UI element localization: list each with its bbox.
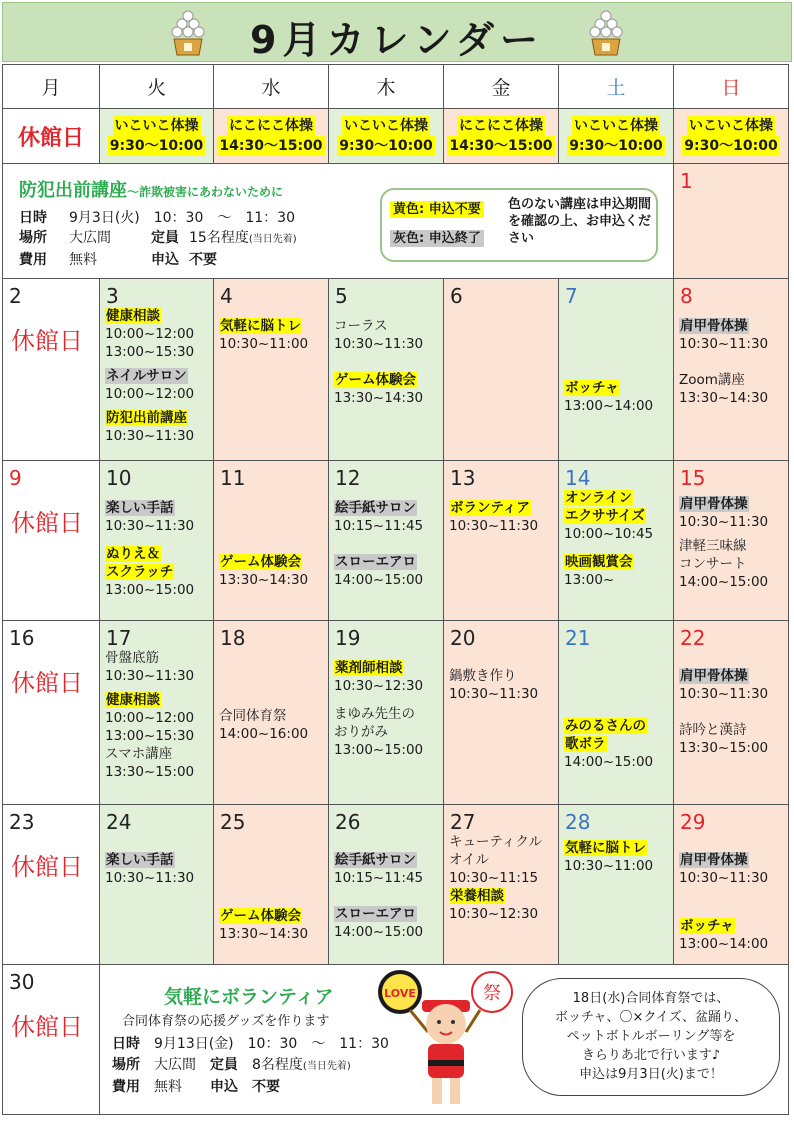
legend-note: 色のない講座は申込期間を確認の上、お申込ください [508,197,652,246]
day-cell-21: 21 みのるさんの 歌ボラ 14:00~15:00 [559,621,674,805]
week-row-2 [3,461,789,621]
day-cell-12: 12 絵手紙サロン 10:15~11:45 スローエアロ 14:00~15:00 [329,461,444,621]
page-title: 9月カレンダー [250,18,544,62]
day-cell-2: 2 休館日 [3,279,100,461]
love-sign-text: LOVE [384,987,416,1000]
day-cell-5: 5 コーラス 10:30~11:30 ゲーム体験会 13:30~14:30 [329,279,444,461]
day-cell-18: 18 合同体育祭 14:00~16:00 [214,621,329,805]
weekday-sat: 土 [559,65,674,109]
volunteer-subtitle: 合同体育祭の応援グッズを作ります [122,1014,330,1029]
legend-gray: 灰色: 申込終了 [390,230,484,247]
day-cell-3: 3 健康相談 10:00~12:00 13:00~15:30 ネイルサロン 10:00~12:00 防犯出前講座 10:30~11:30 [100,279,214,461]
day-cell-4: 4 気軽に脳トレ 10:30~11:00 [214,279,329,461]
legend-yellow: 黄色: 申込不要 [390,201,484,218]
festival-sign-text: 祭 [483,983,501,1004]
day-cell-9: 9 休館日 [3,461,100,621]
info-speech-bubble: 18日(水)合同体育祭では、 ボッチャ、〇×クイズ、盆踊り、 ペットボトルボーリング等を きらりあ北で行います♪ 申込は9月3日(火)まで！ [522,978,780,1096]
week-row-4 [3,805,789,965]
day-cell-19: 19 薬剤師相談 10:30~12:30 まゆみ先生の おりがみ 13:00~15:00 [329,621,444,805]
day-cell-10: 10 楽しい手話 10:30~11:30 ぬりえ＆ スクラッチ 13:00~15:00 [100,461,214,621]
day-cell-11: 11 ゲーム体験会 13:30~14:30 [214,461,329,621]
day-cell-8: 8 肩甲骨体操 10:30~11:30 Zoom講座 13:30~14:30 [674,279,789,461]
day-cell-1: 1 [674,164,789,279]
day-cell-25: 25 ゲーム体験会 13:30~14:30 [214,805,329,965]
week-row-3 [3,621,789,805]
legend-box [380,188,658,262]
title-bar [2,2,792,62]
day-cell-20: 20 鍋敷き作り 10:30~11:30 [444,621,559,805]
festival-girl-illustration [370,962,520,1112]
exercise-wed: にこにこ体操 14:30〜15:00 [214,109,329,164]
exercise-fri: にこにこ体操 14:30〜15:00 [444,109,559,164]
day-cell-30: 30 休館日 [3,965,100,1115]
day-cell-29: 29 肩甲骨体操 10:30~11:30 ボッチャ 13:00~14:00 [674,805,789,965]
day-cell-27: 27 キューティクル オイル 10:30~11:15 栄養相談 10:30~12:30 [444,805,559,965]
closed-day-label: 休館日 [3,109,100,164]
day-cell-23: 23 休館日 [3,805,100,965]
weekday-fri: 金 [444,65,559,109]
exercise-thu: いこいこ体操 9:30〜10:00 [329,109,444,164]
volunteer-info: 日時 9月13日(金) 10：30 〜 11：30 場所 大広間 定員 8名程度(当日先着) 費用 無料 申込 不要 [112,1036,389,1095]
volunteer-title: 気軽にボランティア [164,986,334,1008]
exercise-sat: いこいこ体操 9:30〜10:00 [559,109,674,164]
weekday-mon: 月 [3,65,100,109]
day-cell-24: 24 楽しい手話 10:30~11:30 [100,805,214,965]
day-cell-15: 15 肩甲骨体操 10:30~11:30 津軽三味線 コンサート 14:00~15:00 [674,461,789,621]
lecture-panel: 防犯出前講座〜詐欺被害にあわないために 日時 9月3日(火) 10：30 〜 11：30 場所 大広間 定員 15名程度(当日先着) 費用 無料 申込 不要 [3,164,674,279]
weekday-tue: 火 [100,65,214,109]
weekday-sun: 日 [674,65,789,109]
exercise-sun: いこいこ体操 9:30〜10:00 [674,109,789,164]
day-cell-17: 17 骨盤底筋 10:30~11:30 健康相談 10:00~12:00 13:00~15:30 スマホ講座 13:30~15:00 [100,621,214,805]
weekday-thu: 木 [329,65,444,109]
day-cell-13: 13 ボランティア 10:30~11:30 [444,461,559,621]
day-cell-26: 26 絵手紙サロン 10:15~11:45 スローエアロ 14:00~15:00 [329,805,444,965]
day-cell-14: 14 オンライン エクササイズ 10:00~10:45 映画観賞会 13:00~ [559,461,674,621]
weekday-wed: 水 [214,65,329,109]
exercise-row [3,109,789,164]
tsukimi-dango-icon [589,9,623,57]
exercise-tue: いこいこ体操 9:30〜10:00 [100,109,214,164]
week-row-1 [3,279,789,461]
day-cell-28: 28 気軽に脳トレ 10:30~11:00 [559,805,674,965]
day-cell-22: 22 肩甲骨体操 10:30~11:30 詩吟と漢詩 13:30~15:00 [674,621,789,805]
lecture-title: 防犯出前講座〜詐欺被害にあわないために [19,180,284,201]
day-cell-6: 6 [444,279,559,461]
day-cell-16: 16 休館日 [3,621,100,805]
weekday-header-row [3,65,789,109]
day-cell-7: 7 ボッチャ 13:00~14:00 [559,279,674,461]
